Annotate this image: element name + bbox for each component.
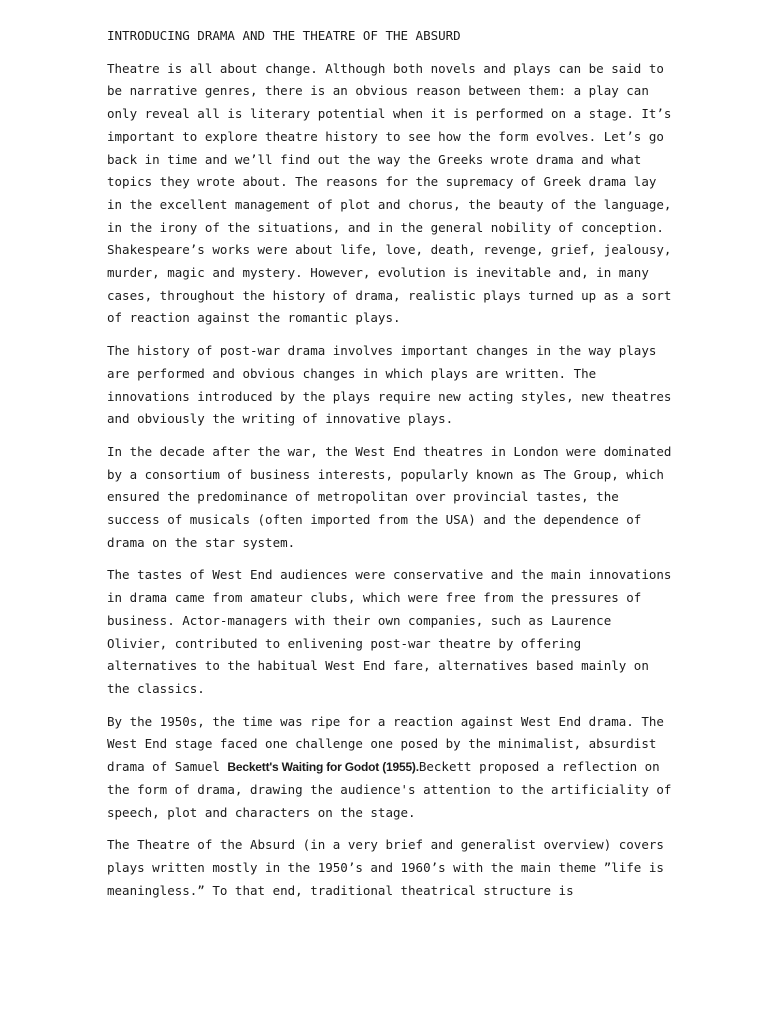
paragraph-3: In the decade after the war, the West End theatres in London were dominated by a consortium of business interests, popularly known as The Group, which ensured the predominance of metropolitan over provincial tastes, the success of musicals (often imported from the USA) and the dependence of drama on the star system.	[107, 443, 672, 550]
document-title: INTRODUCING DRAMA AND THE THEATRE OF THE ABSURD	[107, 28, 461, 43]
paragraph-1: Theatre is all about change. Although both novels and plays can be said to be narrative genres, there is an obvious reason between them: a play can only reveal all is literary potential when it is performed on a stage. It’s important to explore theatre history to see how the form evolves. Let’s go back in time and we’ll find out the way the Greeks wrote drama and what topics they wrote about. The reasons for the supremacy of Greek drama lay in the excellent management of plot and chorus, the beauty of the language, in the irony of the situations, and in the general nobility of conception. Shakespeare’s works were about life, love, death, revenge, grief, jealousy, murder, magic and mystery. However, evolution is inevitable and, in many cases, throughout the history of drama, realistic plays turned up as a sort of reaction against the romantic plays.	[107, 60, 672, 326]
play-reference-bold: Beckett's Waiting for Godot (1955).	[227, 760, 419, 775]
paragraph-2: The history of post-war drama involves important changes in the way plays are performed and obvious changes in which plays are written. The innovations introduced by the plays require new acting styles, new theatres and obviously the writing of innovative plays.	[107, 343, 672, 427]
document-page	[107, 25, 677, 912]
paragraph-6: The Theatre of the Absurd (in a very brief and generalist overview) covers plays written mostly in the 1950’s and 1960’s with the main theme ”life is meaningless.” To that end, traditional theatrical structure is	[107, 837, 664, 898]
paragraph-5	[107, 711, 677, 825]
paragraph-5-start: By the 1950s, the time was ripe for a reaction against West End drama. The West End stage faced one challenge one posed by the minimalist, absurdist drama of Samuel	[107, 713, 664, 775]
paragraph-4: The tastes of West End audiences were conservative and the main innovations in drama came from amateur clubs, which were free from the pressures of business. Actor-managers with their own companies, such as Laurence Olivier, contributed to enlivening post-war theatre by offering alternatives to the habitual West End fare, alternatives based mainly on the classics.	[107, 567, 672, 696]
paragraph-5-end: Beckett proposed a reflection on the form of drama, drawing the audience's attention to the artificiality of speech, plot and characters on the stage.	[107, 759, 672, 820]
